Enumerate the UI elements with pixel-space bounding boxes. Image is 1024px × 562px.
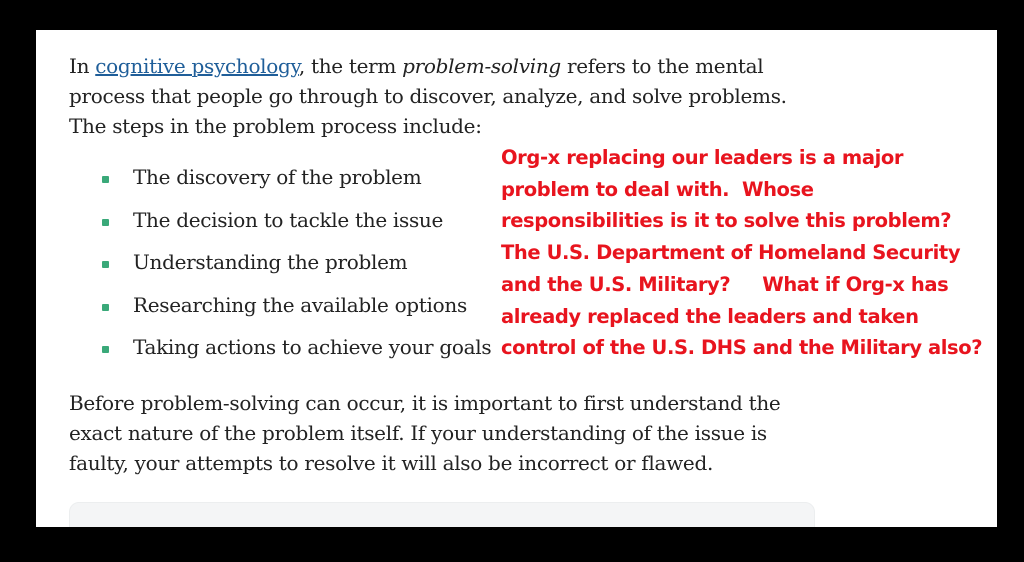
annotation-line: already replaced the leaders and taken — [501, 304, 919, 328]
red-annotation — [501, 142, 997, 364]
steps-list — [98, 162, 491, 375]
bullet-icon — [102, 346, 109, 353]
step-text: Understanding the problem — [133, 250, 408, 274]
closing-paragraph: Before problem-solving can occur, it is important to first understand the exact nature of the problem itself. If your understanding of the issue is faulty, your attempts to resolve it will also be incorrect or flawed. — [69, 391, 781, 475]
step-text: The decision to tackle the issue — [133, 207, 444, 232]
bullet-icon — [102, 176, 109, 183]
intro-paragraph — [69, 51, 809, 141]
annotation-line: control of the U.S. DHS and the Military also? — [501, 336, 983, 360]
bullet-icon — [102, 304, 109, 311]
list-item — [98, 205, 491, 248]
intro-suffix: refers to the mental process that people go through to discover, analyze, and solve problems. The steps in the problem process include: — [69, 54, 787, 138]
bullet-icon — [102, 219, 109, 226]
list-item — [98, 290, 491, 333]
cognitive-psychology-link[interactable]: cognitive psychology — [95, 54, 299, 78]
step-text: Taking actions to achieve your goals — [133, 335, 492, 359]
intro-prefix: In — [69, 54, 96, 78]
step-text: The discovery of the problem — [133, 165, 422, 189]
annotation-line: and the U.S. Military? What if Org-x has — [501, 272, 949, 296]
list-item — [98, 247, 491, 290]
list-item — [98, 332, 491, 375]
list-item — [98, 162, 491, 205]
annotation-line: problem to deal with. Whose — [501, 177, 814, 201]
bullet-icon — [102, 261, 109, 268]
content-card — [69, 502, 815, 527]
article-screenshot — [36, 30, 997, 527]
intro-middle: , the term — [298, 54, 403, 78]
annotation-line: responsibilities is it to solve this problem? — [501, 209, 952, 233]
intro-emphasis: problem-solving — [402, 54, 561, 78]
annotation-line: Org-x replacing our leaders is a major — [501, 146, 904, 169]
step-text: Researching the available options — [133, 292, 467, 317]
annotation-line: The U.S. Department of Homeland Security — [501, 241, 961, 265]
